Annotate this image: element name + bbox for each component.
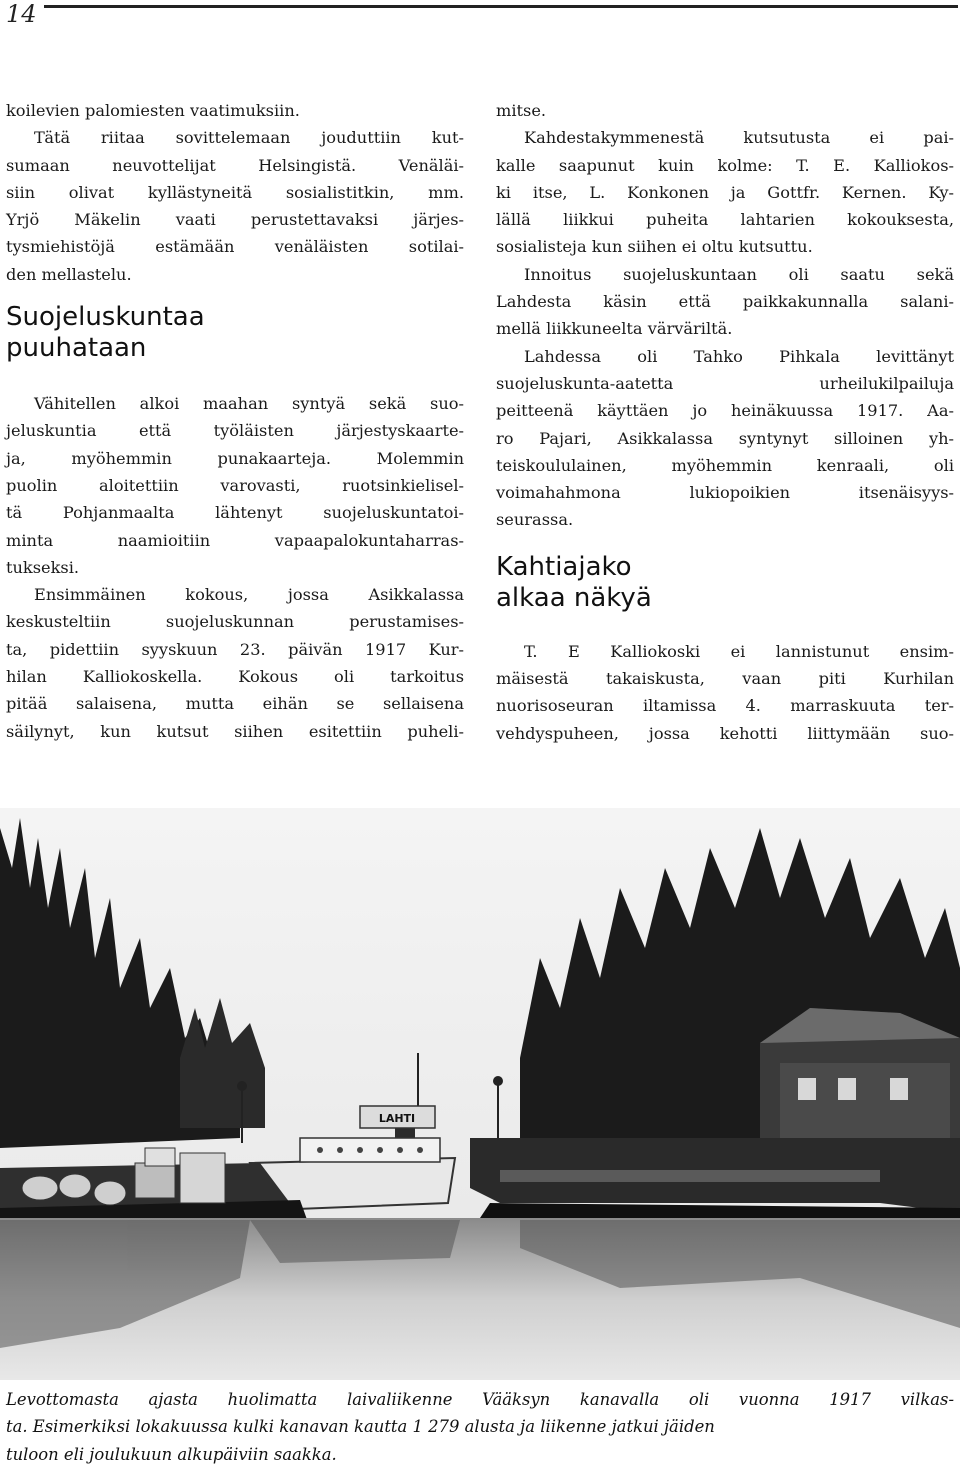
text-line: sumaan neuvottelijat Helsingistä. Venäläi- [6,155,464,175]
text-line: seurassa. [496,510,574,530]
text-line: hilan Kalliokoskella. Kokous oli tarkoitus [6,667,464,687]
text-line: Innoitus suojeluskuntaan oli saatu sekä [524,264,954,284]
left-column [6,97,464,745]
text-line: ta, pidettiin syyskuun 23. päivän 1917 Kur- [6,639,464,659]
text-line: nuorisoseuran iltamissa 4. marraskuuta ter- [496,696,954,716]
paragraph [496,124,954,260]
text-line: säilynyt, kun kutsut siihen esitettiin puheli- [6,721,464,741]
text-line: ro Pajari, Asikkalassa syntynyt silloinen yh- [496,428,954,448]
header-rule [44,5,958,8]
text-line: tä Pohjanmaalta lähtenyt suojeluskuntatoi- [6,503,464,523]
text-line: mitse. [496,101,547,120]
text-line: sosialisteja kun siihen ei oltu kutsuttu. [496,237,813,257]
text-line: mellä liikkuneelta värväriltä. [496,319,733,339]
text-line: Tätä riitaa sovittelemaan jouduttiin kut- [34,128,464,148]
text-line: Lahdesta käsin että paikkakunnalla salani- [496,292,954,312]
text-line: Kahdestakymmenestä kutsutusta ei pai- [524,128,954,148]
caption-line: ta. Esimerkiksi lokakuussa kulki kanavan kautta 1 279 alusta ja liikenne jatkui jäiden [6,1417,715,1437]
photo-caption [6,1386,954,1468]
paragraph [496,343,954,534]
heading-line: puuhataan [6,333,147,364]
ship-name: LAHTI [378,1112,416,1125]
caption-line: tuloon eli joulukuun alkupäiviin saakka. [6,1444,337,1464]
heading-line: Kahtiajako [496,551,632,582]
text-line: voimahahmona lukiopoikien itsenäisyys- [496,483,954,503]
paragraph [496,638,954,747]
caption-line: Levottomasta ajasta huolimatta laivaliikenne Vääksyn kanavalla oli vuonna 1917 vilkas- [6,1390,954,1409]
paragraph [6,390,464,581]
text-line: minta naamioitiin vapaapalokuntaharras- [6,530,464,550]
section-heading [496,552,954,614]
text-line: tysmiehistöjä estämään venäläisten sotilai- [6,237,464,257]
right-column [496,97,954,747]
canal-photo [0,808,960,1380]
text-line: siin olivat kyllästyneitä sosialistitkin, mm. [6,182,464,202]
pier-right [470,1138,960,1220]
text-line: lällä liikkui puheita lahtarien kokouksesta, [496,210,954,230]
heading-line: alkaa näkyä [496,582,652,613]
text-line: mäisestä takaiskusta, vaan piti Kurhilan [496,669,954,689]
text-line: ja, myöhemmin punakaarteja. Molemmin [6,448,464,468]
paragraph [6,97,464,288]
text-line: Lahdessa oli Tahko Pihkala levittänyt [524,346,954,366]
text-line: Ensimmäinen kokous, jossa Asikkalassa [34,585,464,605]
text-line: suojeluskunta-aatetta urheilukilpailuja [496,373,954,393]
paragraph [6,581,464,745]
text-line: ki itse, L. Konkonen ja Gottfr. Kernen. Ky- [496,182,954,202]
text-line: keskusteltiin suojeluskunnan perustamises- [6,612,464,632]
text-line: jeluskuntia että työläisten järjestyskaarte- [6,421,464,441]
heading-line: Suojeluskuntaa [6,302,205,333]
house [760,1008,960,1138]
text-line: den mellastelu. [6,264,132,284]
text-line: teiskoululainen, myöhemmin kenraali, oli [496,455,954,475]
text-line: koilevien palomiesten vaatimuksiin. [6,101,300,120]
text-line: puolin aloitettiin varovasti, ruotsinkielisel- [6,475,464,495]
text-line: T. E Kalliokoski ei lannistunut ensim- [524,641,954,661]
page-number: 14 [6,0,37,28]
text-line: tukseksi. [6,557,80,577]
text-line: Yrjö Mäkelin vaati perustettavaksi järjes- [6,210,464,230]
text-line: kalle saapunut kuin kolme: T. E. Kalliokos- [496,155,954,175]
section-heading [6,302,464,364]
paragraph [496,97,954,124]
text-line: peitteenä käyttäen jo heinäkuussa 1917. Aa- [496,401,954,421]
paragraph [496,261,954,343]
text-line: vehdyspuheen, jossa kehotti liittymään suo- [496,723,954,743]
text-line: Vähitellen alkoi maahan syntyä sekä suo- [34,394,464,414]
text-line: pitää salaisena, mutta eihän se sellaisena [6,694,464,714]
